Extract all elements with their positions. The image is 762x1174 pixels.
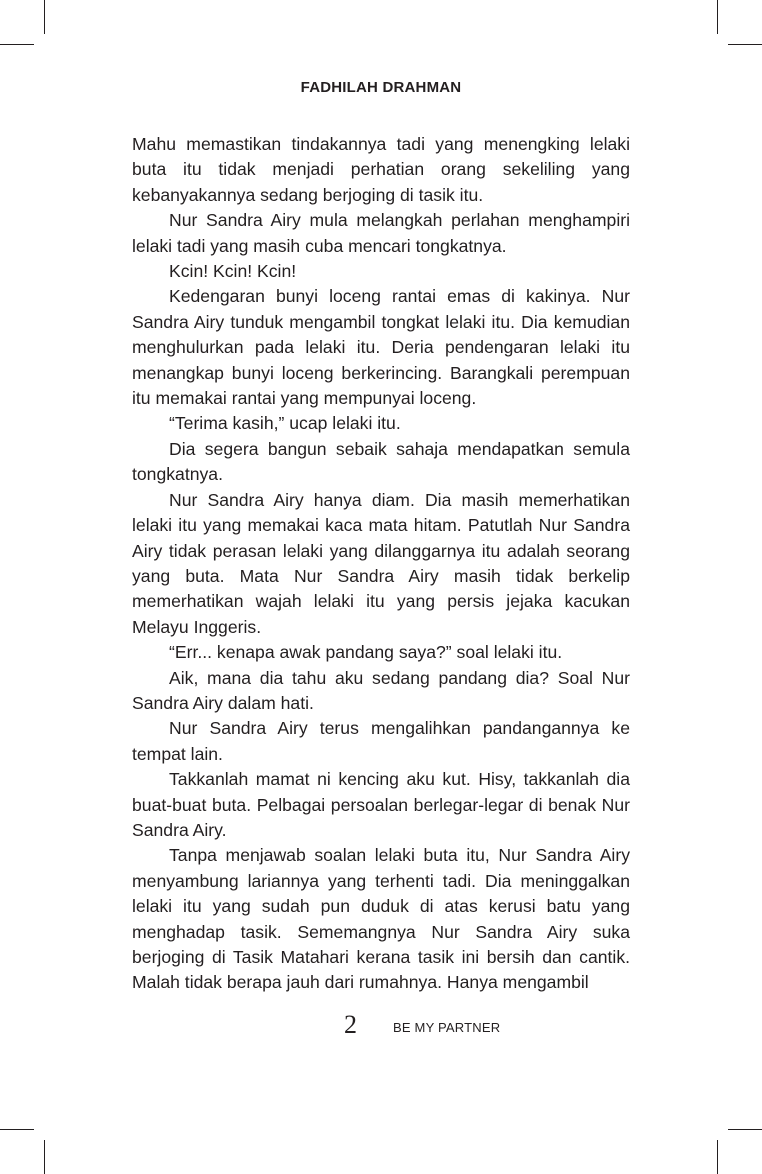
page-number: 2 — [344, 1010, 357, 1039]
crop-mark — [717, 1140, 718, 1174]
paragraph: Nur Sandra Airy terus mengalihkan pandangannya ke tempat lain. — [132, 718, 630, 764]
body-text — [132, 132, 630, 996]
paragraph: Aik, mana dia tahu aku sedang pandang dia? Soal Nur Sandra Airy dalam hati. — [132, 667, 630, 713]
crop-mark — [0, 44, 34, 45]
paragraph: Nur Sandra Airy mula melangkah perlahan menghampiri lelaki tadi yang masih cuba mencari tongkatnya. — [132, 210, 630, 256]
paragraph: Nur Sandra Airy hanya diam. Dia masih memerhatikan lelaki itu yang memakai kaca mata hitam. Patutlah Nur Sandra Airy tidak perasan lelaki yang dilanggarnya itu adalah seorang yang buta. Mata Nur Sandra Airy masih tidak berkelip memerhatikan wajah lelaki itu yang persis jejaka kacukan Melayu Inggeris. — [132, 489, 630, 637]
paragraph: Mahu memastikan tindakannya tadi yang menengking lelaki buta itu tidak menjadi perhatian orang sekeliling yang kebanyakannya sedang berjoging di tasik itu. — [132, 134, 630, 205]
running-header-author: FADHILAH DRAHMAN — [300, 79, 462, 96]
paragraph: Dia segera bangun sebaik sahaja mendapatkan semula tongkatnya. — [132, 438, 630, 485]
crop-mark — [728, 1129, 762, 1130]
paragraph: “Terima kasih,” ucap lelaki itu. — [169, 413, 401, 434]
paragraph: “Err... kenapa awak pandang saya?” soal lelaki itu. — [169, 642, 563, 663]
crop-mark — [44, 0, 45, 34]
crop-mark — [0, 1129, 34, 1130]
crop-mark — [728, 44, 762, 45]
paragraph: Kedengaran bunyi loceng rantai emas di kakinya. Nur Sandra Airy tunduk mengambil tongkat lelaki itu. Dia kemudian menghulurkan pada lelaki itu. Deria pendengaran lelaki itu menangkap bunyi loceng berkerincing. Barangkali perempuan itu memakai rantai yang mempunyai loceng. — [132, 286, 630, 409]
paragraph: Kcin! Kcin! Kcin! — [169, 261, 297, 282]
paragraph: Tanpa menjawab soalan lelaki buta itu, Nur Sandra Airy menyambung lariannya yang terhenti tadi. Dia meninggalkan lelaki itu yang sudah pun duduk di atas kerusi batu yang menghadap tasik. Sememangnya Nur Sandra Airy suka berjoging di Tasik Matahari kerana tasik ini bersih dan cantik. Malah tidak berapa jauh dari rumahnya. Hanya mengambil — [132, 845, 630, 993]
paragraph: Takkanlah mamat ni kencing aku kut. Hisy, takkanlah dia buat-buat buta. Pelbagai persoalan berlegar-legar di benak Nur Sandra Airy. — [132, 769, 630, 840]
crop-mark — [717, 0, 718, 34]
running-footer-title: BE MY PARTNER — [393, 1020, 501, 1035]
crop-mark — [44, 1140, 45, 1174]
